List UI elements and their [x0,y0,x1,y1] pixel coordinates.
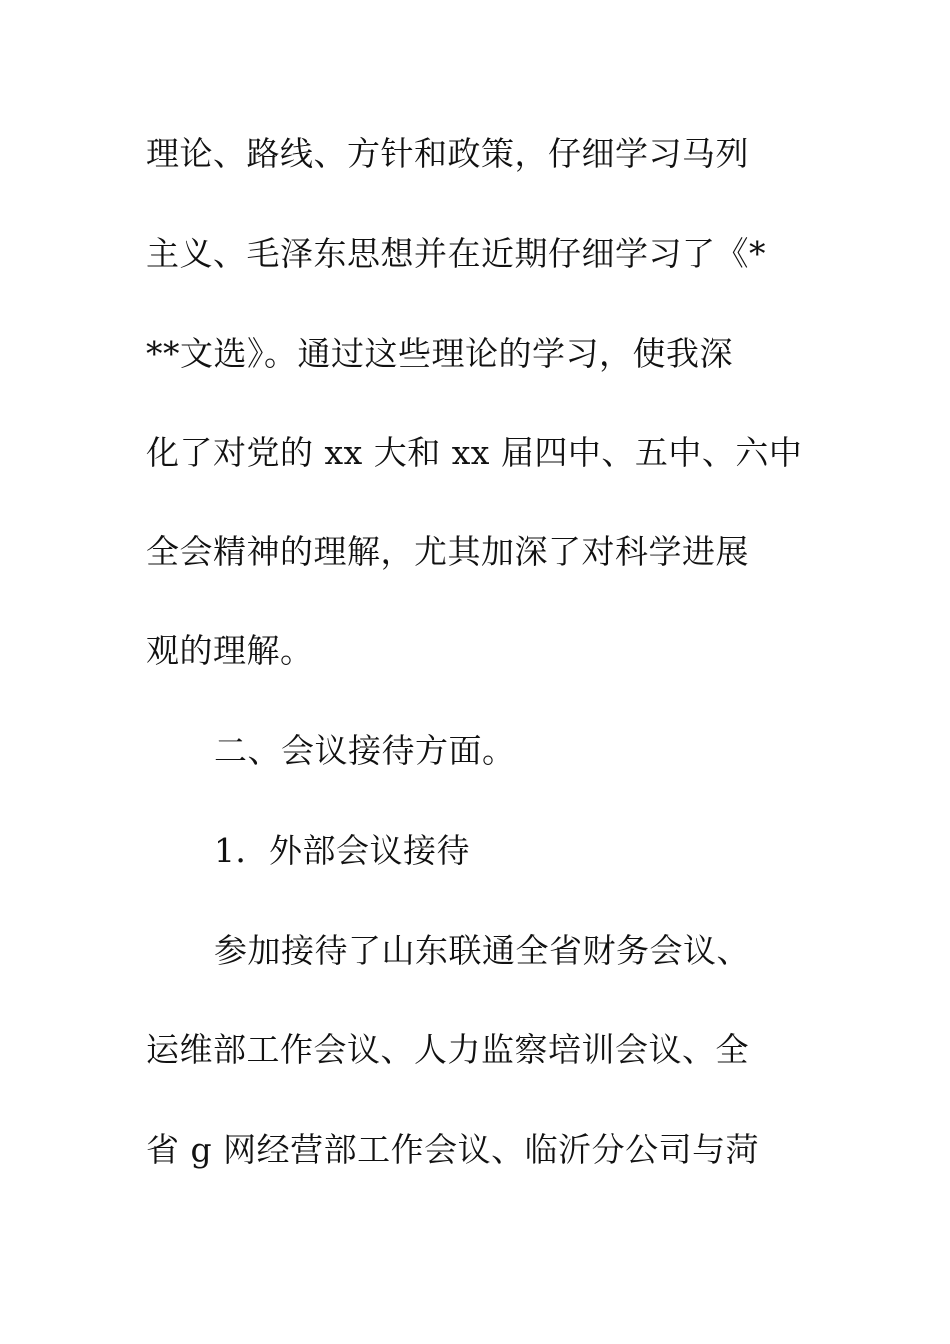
body-text-line: 运维部工作会议、人力监察培训会议、全 [146,1030,749,1069]
body-text-line: 理论、路线、方针和政策，仔细学习马列 [146,134,749,173]
body-text-line: 省 g 网经营部工作会议、临沂分公司与菏 [146,1130,760,1169]
paragraph-first-line: 参加接待了山东联通全省财务会议、 [214,931,750,970]
section-heading: 二、会议接待方面。 [214,731,516,770]
subsection-heading: 1．外部会议接待 [214,831,470,870]
body-text-line: 化了对党的 xx 大和 xx 届四中、五中、六中 [146,433,803,472]
body-text-line: 观的理解。 [146,631,314,670]
body-text-line: **文选》。通过这些理论的学习，使我深 [146,334,733,373]
body-text-line: 全会精神的理解，尤其加深了对科学进展 [146,532,749,571]
body-text-line: 主义、毛泽东思想并在近期仔细学习了《* [146,234,766,273]
